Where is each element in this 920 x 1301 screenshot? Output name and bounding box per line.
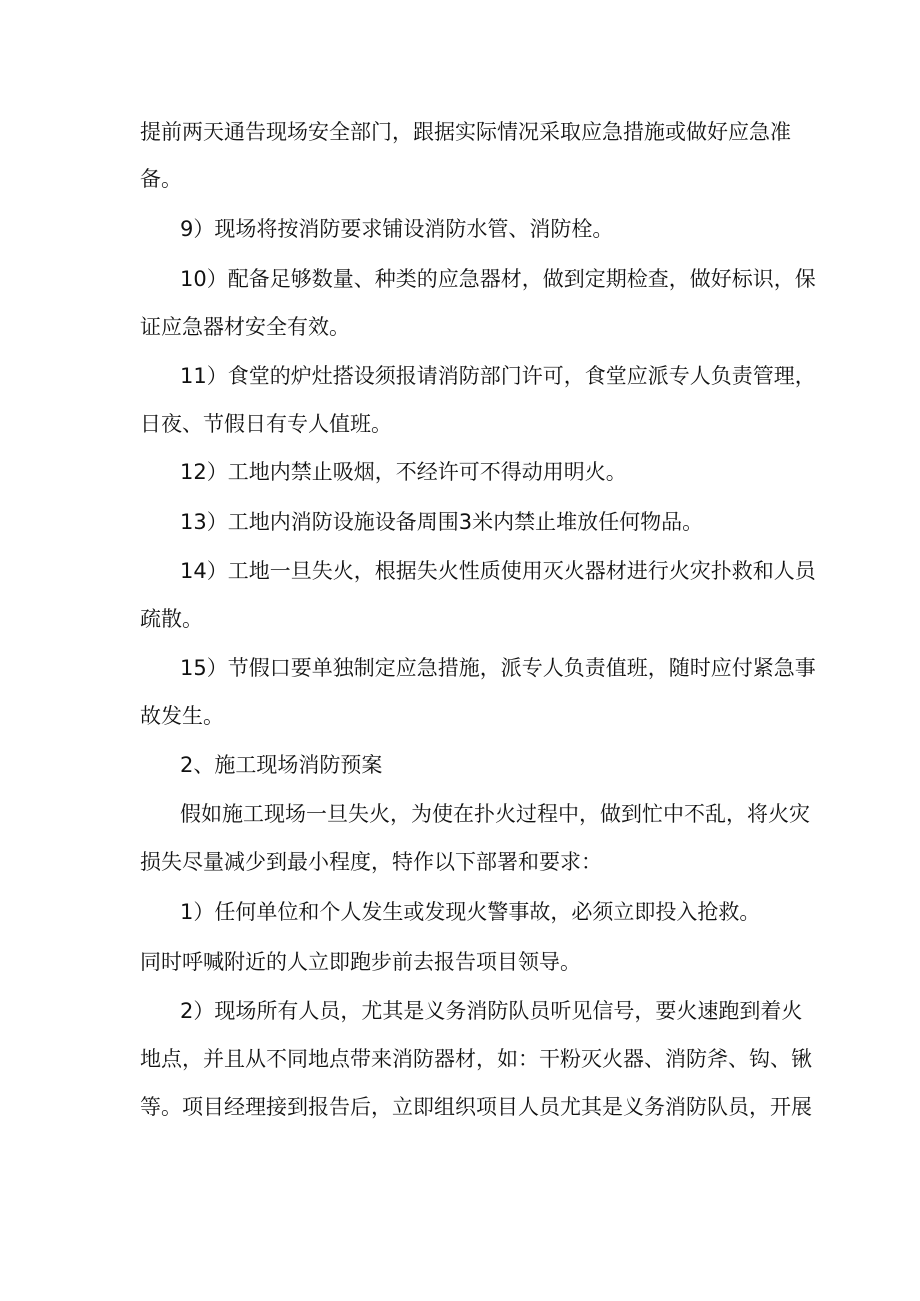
text-line: 13）工地内消防设施设备周围3米内禁止堆放任何物品。 [180,510,704,534]
text-line: 9）现场将按消防要求铺设消防水管、消防栓。 [180,217,614,241]
text-line: 1）任何单位和个人发生或发现火警事故，必须立即投入抢救。 [180,900,761,924]
text-line: 15）节假口要单独制定应急措施，派专人负责值班，随时应付紧急事 [180,656,816,680]
text-line: 同时呼喊附近的人立即跑步前去报告项目领导。 [140,950,581,974]
text-line: 14）工地一旦失火，根据失火性质使用灭火器材进行火灾扑救和人员 [180,559,816,583]
text-line: 备。 [140,167,182,191]
text-line: 证应急器材安全有效。 [140,315,350,339]
text-line: 地点，并且从不同地点带来消防器材，如：干粉灭火器、消防斧、钩、锹 [140,1047,812,1071]
text-line: 假如施工现场一旦失火，为使在扑火过程中，做到忙中不乱，将火灾 [180,802,810,826]
text-line: 10）配备足够数量、种类的应急器材，做到定期检查，做好标识，保 [180,267,816,291]
text-line: 提前两天通告现场安全部门，跟据实际情况采取应急措施或做好应急准 [140,120,791,144]
text-line: 损失尽量减少到最小程度，特作以下部署和要求： [140,850,602,874]
text-line: 12）工地内禁止吸烟，不经许可不得动用明火。 [180,460,627,484]
text-line: 日夜、节假日有专人值班。 [140,412,392,436]
text-line: 11）食堂的炉灶搭设须报请消防部门许可，食堂应派专人负责管理， [180,364,816,388]
text-line: 疏散。 [140,607,203,631]
text-line: 等。项目经理接到报告后，立即组织项目人员尤其是义务消防队员，开展 [140,1095,812,1119]
text-line: 2）现场所有人员，尤其是义务消防队员听见信号，要火速跑到着火 [180,999,803,1023]
text-line: 故发生。 [140,704,224,728]
section-heading: 2、施工现场消防预案 [180,753,383,777]
